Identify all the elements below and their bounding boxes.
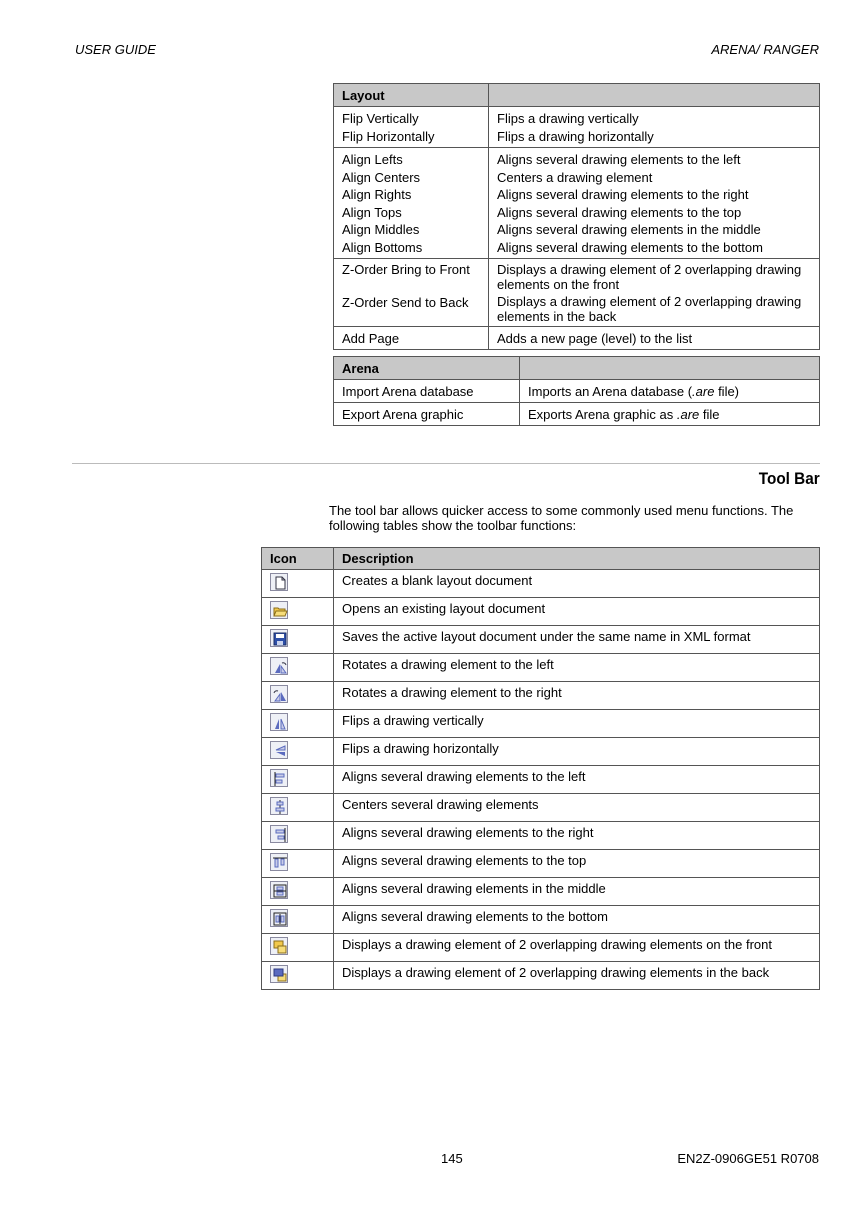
- page-number: 145: [441, 1151, 463, 1166]
- layout-names-cell: [334, 148, 489, 259]
- layout-item-desc: Centers a drawing element: [497, 169, 653, 185]
- table-row: [262, 682, 820, 710]
- table-row: [334, 148, 820, 259]
- running-header-left: USER GUIDE: [75, 42, 156, 57]
- icon-cell: [262, 570, 334, 598]
- icon-cell: [262, 654, 334, 682]
- tool-description: Rotates a drawing element to the left: [334, 654, 820, 682]
- icon-cell: [262, 738, 334, 766]
- icon-cell: [262, 766, 334, 794]
- icon-cell: [262, 682, 334, 710]
- open-folder-icon: [270, 601, 288, 619]
- desc-text: file: [699, 407, 720, 422]
- arena-item-desc: [520, 403, 820, 426]
- table-row: [262, 766, 820, 794]
- table-row: [262, 962, 820, 990]
- tool-description: Flips a drawing vertically: [334, 710, 820, 738]
- layout-names-cell: [334, 259, 489, 327]
- bring-to-front-icon: [270, 937, 288, 955]
- table-row: [262, 878, 820, 906]
- desc-text: Imports an Arena database (: [528, 384, 693, 399]
- layout-item-name: Flip Vertically: [342, 111, 419, 126]
- layout-item-name: Align Centers: [342, 169, 421, 185]
- icon-cell: [262, 598, 334, 626]
- layout-item-desc: Aligns several drawing elements to the bottom: [497, 239, 763, 255]
- align-middle-icon: [270, 881, 288, 899]
- layout-item-desc: Displays a drawing element of 2 overlapping drawing elements in the back: [497, 294, 802, 324]
- layout-item-name: Align Lefts: [342, 152, 403, 167]
- layout-item-name: Flip Horizontally: [342, 128, 435, 144]
- tool-description: Aligns several drawing elements in the middle: [334, 878, 820, 906]
- layout-item-name: Align Bottoms: [342, 239, 423, 255]
- file-extension: .are: [692, 384, 715, 399]
- tool-description: Rotates a drawing element to the right: [334, 682, 820, 710]
- tool-description: Aligns several drawing elements to the bottom: [334, 906, 820, 934]
- tool-description: Creates a blank layout document: [334, 570, 820, 598]
- tool-description: Aligns several drawing elements to the top: [334, 850, 820, 878]
- table-row: [334, 327, 820, 350]
- layout-table-heading: Layout: [334, 84, 489, 107]
- arena-item-name: Import Arena database: [334, 380, 520, 403]
- document-code: EN2Z-0906GE51 R0708: [677, 1151, 819, 1166]
- running-header-right: ARENA/ RANGER: [711, 42, 819, 57]
- arena-table-heading: Arena: [334, 357, 520, 380]
- layout-item-name: Align Middles: [342, 222, 420, 237]
- layout-item-desc: Adds a new page (level) to the list: [489, 327, 820, 350]
- tool-description: Displays a drawing element of 2 overlapping drawing elements on the front: [334, 934, 820, 962]
- layout-names-cell: [334, 107, 489, 148]
- align-right-icon: [270, 825, 288, 843]
- tool-description: Aligns several drawing elements to the right: [334, 822, 820, 850]
- arena-item-name: Export Arena graphic: [334, 403, 520, 426]
- flip-vertical-icon: [270, 713, 288, 731]
- layout-table-heading-empty: [489, 84, 820, 107]
- send-to-back-icon: [270, 965, 288, 983]
- layout-descs-cell: [489, 107, 820, 148]
- table-row: [262, 710, 820, 738]
- table-row: [262, 626, 820, 654]
- icon-cell: [262, 850, 334, 878]
- layout-item-desc: Aligns several drawing elements to the right: [497, 187, 749, 202]
- file-extension: .are: [676, 407, 700, 422]
- icon-cell: [262, 906, 334, 934]
- table-row: [262, 738, 820, 766]
- table-row: [262, 570, 820, 598]
- arena-table: [333, 356, 820, 426]
- table-row: [334, 107, 820, 148]
- table-row: [262, 654, 820, 682]
- icon-cell: [262, 962, 334, 990]
- table-row: [262, 822, 820, 850]
- layout-item-desc: Aligns several drawing elements in the middle: [497, 222, 761, 237]
- intro-paragraph: The tool bar allows quicker access to some commonly used menu functions. The following tables show the toolbar functions:: [329, 503, 794, 533]
- layout-item-name: Z-Order Send to Back: [342, 295, 469, 310]
- table-row: [262, 598, 820, 626]
- layout-item-desc: Displays a drawing element of 2 overlapping drawing elements on the front: [497, 262, 802, 292]
- tool-description: Displays a drawing element of 2 overlapping drawing elements in the back: [334, 962, 820, 990]
- table-row: [262, 794, 820, 822]
- desc-text: Exports Arena graphic as: [528, 407, 677, 422]
- layout-item-name: Align Tops: [342, 204, 402, 220]
- layout-item-name: Z-Order Bring to Front: [342, 262, 470, 277]
- table-row: [262, 934, 820, 962]
- new-document-icon: [270, 573, 288, 591]
- table-row: [262, 850, 820, 878]
- tool-description: Saves the active layout document under the same name in XML format: [334, 626, 820, 654]
- align-bottom-icon: [270, 909, 288, 927]
- align-left-icon: [270, 769, 288, 787]
- tool-description: Aligns several drawing elements to the left: [334, 766, 820, 794]
- save-disk-icon: [270, 629, 288, 647]
- rotate-right-icon: [270, 685, 288, 703]
- arena-table-heading-empty: [520, 357, 820, 380]
- layout-item-desc: Flips a drawing vertically: [497, 111, 639, 126]
- table-row: [334, 403, 820, 426]
- layout-item-desc: Aligns several drawing elements to the top: [497, 204, 742, 220]
- layout-item-name: Add Page: [334, 327, 489, 350]
- icon-cell: [262, 626, 334, 654]
- icon-cell: [262, 710, 334, 738]
- icon-cell: [262, 822, 334, 850]
- layout-item-name: Align Rights: [342, 187, 412, 202]
- align-top-icon: [270, 853, 288, 871]
- tool-description: Opens an existing layout document: [334, 598, 820, 626]
- align-center-icon: [270, 797, 288, 815]
- table-row: [334, 259, 820, 327]
- icon-cell: [262, 934, 334, 962]
- section-title: Tool Bar: [759, 469, 820, 488]
- column-header-description: Description: [334, 548, 820, 570]
- toolbar-table: [261, 547, 820, 990]
- flip-horizontal-icon: [270, 741, 288, 759]
- section-divider: [72, 463, 820, 464]
- rotate-left-icon: [270, 657, 288, 675]
- layout-item-desc: Flips a drawing horizontally: [497, 128, 654, 144]
- desc-text: file): [714, 384, 740, 399]
- layout-descs-cell: [489, 259, 820, 327]
- layout-table: [333, 83, 820, 350]
- icon-cell: [262, 794, 334, 822]
- layout-descs-cell: [489, 148, 820, 259]
- arena-item-desc: [520, 380, 820, 403]
- layout-item-desc: Aligns several drawing elements to the left: [497, 152, 741, 167]
- tool-description: Flips a drawing horizontally: [334, 738, 820, 766]
- column-header-icon: Icon: [262, 548, 334, 570]
- tool-description: Centers several drawing elements: [334, 794, 820, 822]
- table-row: [262, 906, 820, 934]
- icon-cell: [262, 878, 334, 906]
- table-row: [334, 380, 820, 403]
